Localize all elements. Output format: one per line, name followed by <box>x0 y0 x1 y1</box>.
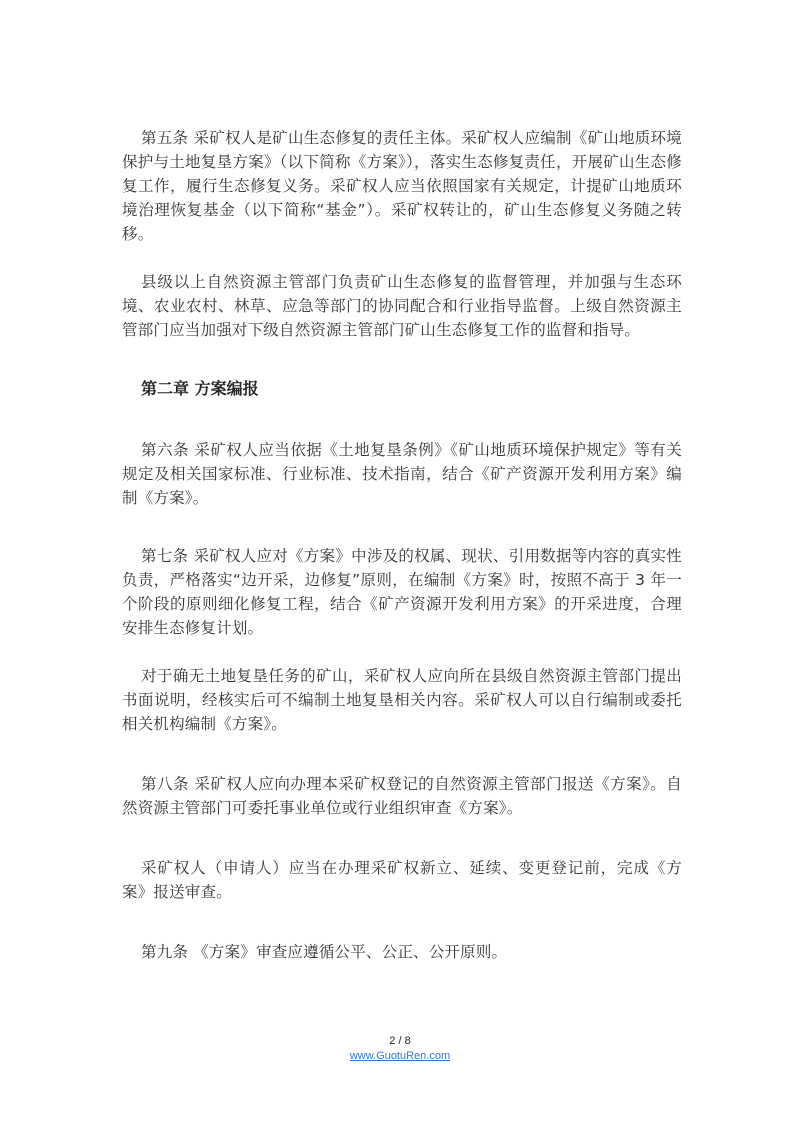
chapter-heading: 第二章 方案编报 <box>141 379 259 398</box>
applicant-paragraph: 采矿权人（申请人）应当在办理采矿权新立、延续、变更登记前，完成《方案》报送审查。 <box>122 859 682 901</box>
article-7-paragraph: 第七条 采矿权人应对《方案》中涉及的权属、现状、引用数据等内容的真实性负责，严格落实“边开采，边修复”原则，在编制《方案》时，按照不高于 3 年一个阶段的原则细化修复工程，结合《矿产资源开发利用方案》的开采进度，合理安排生态修复计划。 <box>122 547 682 637</box>
article-9-paragraph: 第九条 《方案》审查应遵循公平、公正、公开原则。 <box>141 943 508 961</box>
article-5-paragraph: 第五条 采矿权人是矿山生态修复的责任主体。采矿权人应编制《矿山地质环境保护与土地复垦方案》（以下简称《方案》），落实生态修复责任，开展矿山生态修复工作，履行生态修复义务。采矿权人应当依照国家有关规定，计提矿山地质环境治理恢复基金（以下简称“基金”）。采矿权转让的，矿山生态修复义务随之转移。 <box>122 129 682 243</box>
article-8-paragraph: 第八条 采矿权人应向办理本采矿权登记的自然资源主管部门报送《方案》。自然资源主管部门可委托事业单位或行业组织审查《方案》。 <box>122 775 682 817</box>
page-number: 2 / 8 <box>389 1035 411 1047</box>
supervision-paragraph: 县级以上自然资源主管部门负责矿山生态修复的监督管理，并加强与生态环境、农业农村、林草、应急等部门的协同配合和行业指导监督。上级自然资源主管部门应当加强对下级自然资源主管部门矿山生态修复工作的监督和指导。 <box>122 273 682 339</box>
article-6-paragraph: 第六条 采矿权人应当依据《土地复垦条例》《矿山地质环境保护规定》等有关规定及相关国家标准、行业标准、技术指南，结合《矿产资源开发利用方案》编制《方案》。 <box>122 441 682 507</box>
website-link[interactable]: www.GuotuRen.com <box>349 1050 451 1062</box>
no-reclamation-paragraph: 对于确无土地复垦任务的矿山，采矿权人应向所在县级自然资源主管部门提出书面说明，经核实后可不编制土地复垦相关内容。采矿权人可以自行编制或委托相关机构编制《方案》。 <box>122 667 682 733</box>
